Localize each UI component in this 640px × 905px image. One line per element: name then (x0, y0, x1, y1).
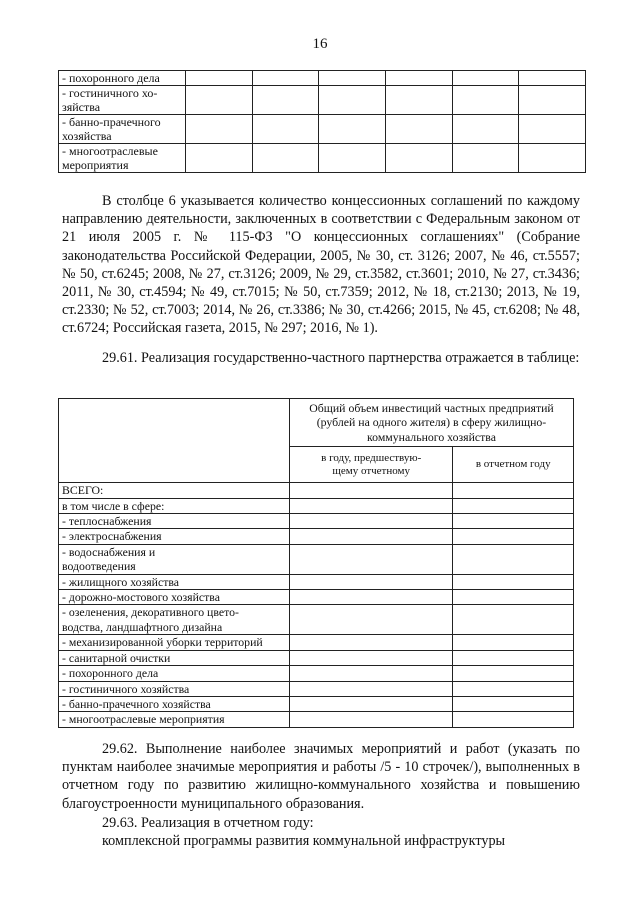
empty-cell (519, 115, 586, 144)
table-row (59, 605, 574, 635)
empty-cell (385, 115, 452, 144)
prev-year-cell (290, 483, 453, 498)
prev-year-cell (290, 681, 453, 696)
empty-cell (452, 144, 519, 173)
ppp-investment-table (58, 398, 574, 728)
row-label: - озеленения, декоративного цвето- водства, ландшафтного дизайна (59, 605, 290, 635)
row-label: - санитарной очистки (59, 650, 290, 665)
row-label: в том числе в сфере: (59, 498, 290, 513)
row-label: - гостиничного хо- зяйства (59, 86, 186, 115)
report-year-cell (453, 574, 574, 589)
row-label: - механизированной уборки территорий (59, 635, 290, 650)
table-row (59, 71, 586, 86)
prev-year-cell (290, 574, 453, 589)
concession-table-fragment (58, 70, 586, 173)
empty-cell (385, 86, 452, 115)
table-row (59, 529, 574, 544)
paragraph-significant-works: 29.62. Выполнение наиболее значимых мероприятий и работ (указать по пунктам наиболее значимые мероприятия и работы /5 - 10 строчек/), выполненных в отчетном году по развитию жилищно-коммунального хозяйства и повышению благоустроенности муниципального образования. (62, 741, 580, 812)
row-label: - похоронного дела (59, 666, 290, 681)
table-row (59, 514, 574, 529)
empty-cell (452, 115, 519, 144)
prev-year-cell (290, 514, 453, 529)
table-row (59, 115, 586, 144)
empty-cell (252, 115, 319, 144)
col-report-year-header: в отчетном году (453, 447, 574, 483)
empty-cell (519, 86, 586, 115)
row-label: - банно-прачечного хозяйства (59, 115, 186, 144)
row-label: - дорожно-мостового хозяйства (59, 590, 290, 605)
empty-cell (252, 86, 319, 115)
empty-cell (186, 86, 253, 115)
prev-year-cell (290, 696, 453, 711)
report-year-cell (453, 696, 574, 711)
row-label: - гостиничного хозяйства (59, 681, 290, 696)
paragraph-implementation: 29.63. Реализация в отчетном году: (102, 815, 314, 831)
table-row (59, 544, 574, 574)
empty-cell (452, 86, 519, 115)
report-year-cell (453, 514, 574, 529)
table-row (59, 86, 586, 115)
empty-cell (319, 71, 386, 86)
empty-cell (385, 71, 452, 86)
empty-cell (385, 144, 452, 173)
table-row (59, 696, 574, 711)
row-label: - водоснабжения и водоотведения (59, 544, 290, 574)
report-year-cell (453, 712, 574, 727)
empty-cell (186, 144, 253, 173)
prev-year-cell (290, 650, 453, 665)
empty-cell (186, 115, 253, 144)
table-row (59, 574, 574, 589)
table-row (59, 666, 574, 681)
empty-cell (319, 86, 386, 115)
report-year-cell (453, 666, 574, 681)
row-label: - многоотраслевые мероприятия (59, 144, 186, 173)
prev-year-cell (290, 498, 453, 513)
empty-cell (319, 144, 386, 173)
prev-year-cell (290, 529, 453, 544)
report-year-cell (453, 498, 574, 513)
table-row (59, 635, 574, 650)
table-row (59, 144, 586, 173)
table-row (59, 590, 574, 605)
paragraph-concession-note: В столбце 6 указывается количество концессионных соглашений по каждому направлению деятельности, заключенных в соответствии с Федеральным законом от 21 июля 2005 г. № 115-ФЗ "О концессионных соглашениях" (Собрание законодательства Российской Федерации, 2005, № 30, ст. 3126; 2007, № 46, ст.5557; № 50, ст.6245; 2008, № 27, ст.3126; 2009, № 29, ст.3582, ст.3601; 2010, № 27, ст.3436; 2011, № 30, ст.4594; № 49, ст.7015; № 50, ст.7359; 2012, № 18, ст.2130; 2013, № 19, ст.2330; № 52, ст.7003; 2014, № 26, ст.3386; № 30, ст.4266; 2015, № 45, ст.6208; № 48, ст.6724; Российская газета, 2015, № 297; 2016, № 1). (62, 193, 580, 337)
table-row (59, 483, 574, 498)
report-year-cell (453, 605, 574, 635)
prev-year-cell (290, 712, 453, 727)
prev-year-cell (290, 666, 453, 681)
row-label: - многоотраслевые мероприятия (59, 712, 290, 727)
empty-cell (519, 71, 586, 86)
row-label: - электроснабжения (59, 529, 290, 544)
table-row (59, 681, 574, 696)
report-year-cell (453, 650, 574, 665)
prev-year-cell (290, 544, 453, 574)
empty-cell (252, 71, 319, 86)
empty-cell (519, 144, 586, 173)
row-label: ВСЕГО: (59, 483, 290, 498)
row-label: - банно-прачечного хозяйства (59, 696, 290, 711)
report-year-cell (453, 590, 574, 605)
investment-header: Общий объем инвестиций частных предприятий (рублей на одного жителя) в сферу жилищно-коммунального хозяйства (290, 399, 574, 447)
prev-year-cell (290, 605, 453, 635)
prev-year-cell (290, 635, 453, 650)
paragraph-program: комплексной программы развития коммунальной инфраструктуры (102, 833, 506, 849)
report-year-cell (453, 483, 574, 498)
empty-cell (252, 144, 319, 173)
report-year-cell (453, 529, 574, 544)
empty-cell (452, 71, 519, 86)
empty-cell (319, 115, 386, 144)
table-row (59, 498, 574, 513)
report-year-cell (453, 681, 574, 696)
page-number: 16 (312, 36, 328, 52)
table-row (59, 712, 574, 727)
table-row (59, 650, 574, 665)
report-year-cell (453, 635, 574, 650)
row-label: - теплоснабжения (59, 514, 290, 529)
prev-year-cell (290, 590, 453, 605)
col-prev-year-header: в году, предшествую- щему отчетному (290, 447, 453, 483)
report-year-cell (453, 544, 574, 574)
paragraph-ppp-intro: 29.61. Реализация государственно-частного партнерства отражается в таблице: (102, 350, 580, 366)
row-label: - жилищного хозяйства (59, 574, 290, 589)
row-label: - похоронного дела (59, 71, 186, 86)
empty-cell (186, 71, 253, 86)
row-label-header (59, 399, 290, 483)
